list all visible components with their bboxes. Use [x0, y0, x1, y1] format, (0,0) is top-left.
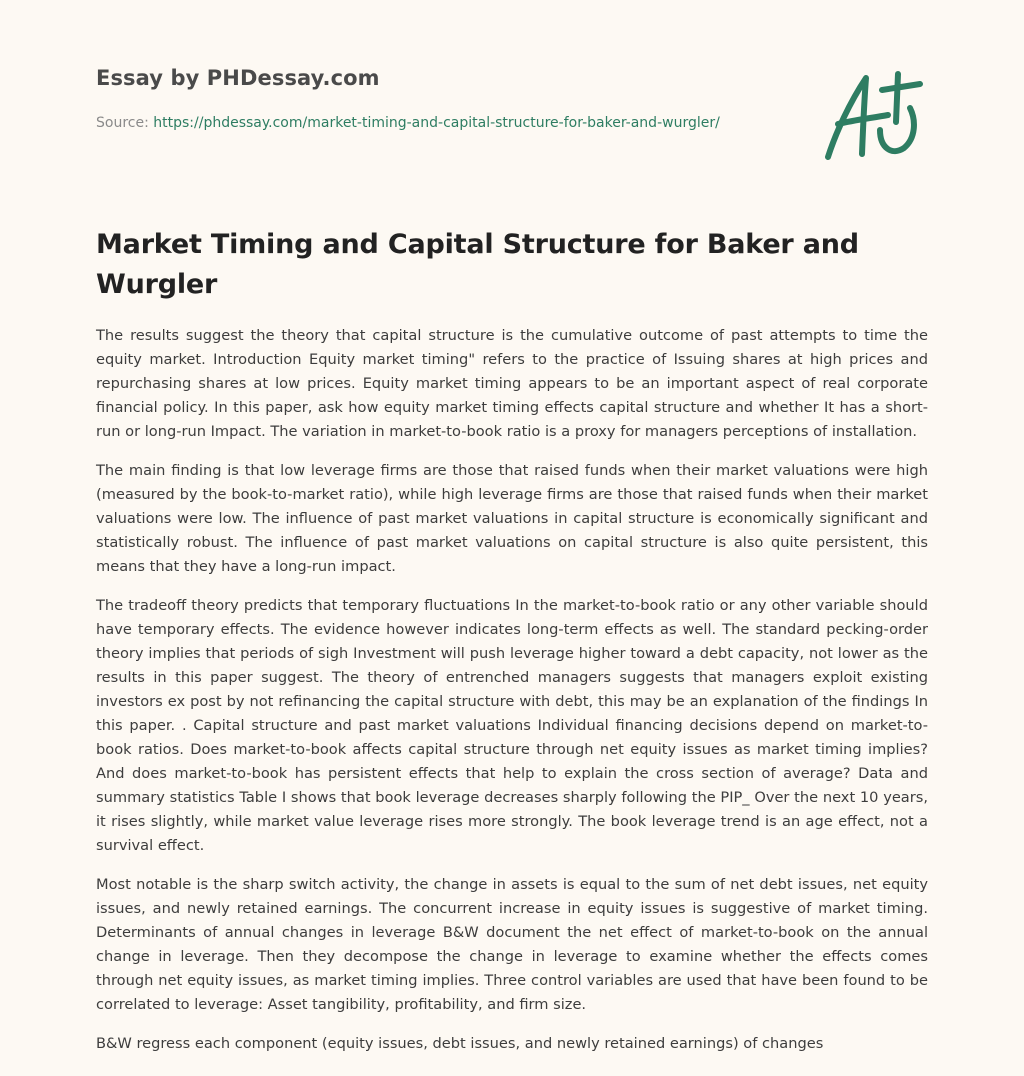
essay-paragraph: Most notable is the sharp switch activity, the change in assets is equal to the sum of net debt issues, net equity issues, and newly retained earnings. The concurrent increase in equity issues is suggestive of market timing. Determinants of annual changes in leverage B&W document the net effect of market-to-book on the annual change in leverage. Then they decompose the change in leverage to examine whether the effects comes through net equity issues, as market timing implies. Three control variables are used that have been found to be correlated to leverage: Asset tangibility, profitability, and firm size. — [96, 876, 928, 1013]
essay-title: Market Timing and Capital Structure for Baker and Wurgler — [96, 229, 859, 300]
essay-paragraph: The tradeoff theory predicts that temporary fluctuations In the market-to-book ratio or any other variable should have temporary effects. The evidence however indicates long-term effects as well. The standard pecking-order theory implies that periods of sigh Investment will push leverage higher toward a debt capacity, not lower as the results in this paper suggest. The theory of entrenched managers suggests that managers exploit existing investors ex post by not refinancing the capital structure with debt, this may be an explanation of the findings In this paper. . Capital structure and past market valuations Individual financing decisions depend on market-to-book ratios. Does market-to-book affects capital structure through net equity issues as market timing implies? And does market-to-book has persistent effects that help to explain the cross section of average? Data and summary statistics Table I shows that book leverage decreases sharply following the PIP_ Over the next 10 years, it rises slightly, while market value leverage rises more strongly. The book leverage trend is an age effect, not a survival effect. — [96, 597, 928, 854]
a-plus-grade-icon — [820, 68, 926, 168]
source-label: Source: — [96, 115, 149, 131]
essay-paragraph: B&W regress each component (equity issues, debt issues, and newly retained earnings) of changes — [96, 1035, 824, 1052]
source-link[interactable]: https://phdessay.com/market-timing-and-capital-structure-for-baker-and-wurgler/ — [153, 115, 720, 131]
essay-paragraph: The main finding is that low leverage firms are those that raised funds when their market valuations were high (measured by the book-to-market ratio), while high leverage firms are those that raised funds when their market valuations were low. The influence of past market valuations in capital structure is economically significant and statistically robust. The influence of past market valuations on capital structure is also quite persistent, this means that they have a long-run impact. — [96, 462, 928, 575]
source-line — [96, 112, 736, 134]
essay-paragraph: The results suggest the theory that capital structure is the cumulative outcome of past attempts to time the equity market. Introduction Equity market timing" refers to the practice of Issuing shares at high prices and repurchasing shares at low prices. Equity market timing appears to be an important aspect of real corporate financial policy. In this paper, ask how equity market timing effects capital structure and whether It has a short-run or long-run Impact. The variation in market-to-book ratio is a proxy for managers perceptions of installation. — [96, 327, 928, 440]
site-brand: Essay by PHDessay.com — [96, 66, 380, 90]
essay-body — [96, 324, 928, 1071]
